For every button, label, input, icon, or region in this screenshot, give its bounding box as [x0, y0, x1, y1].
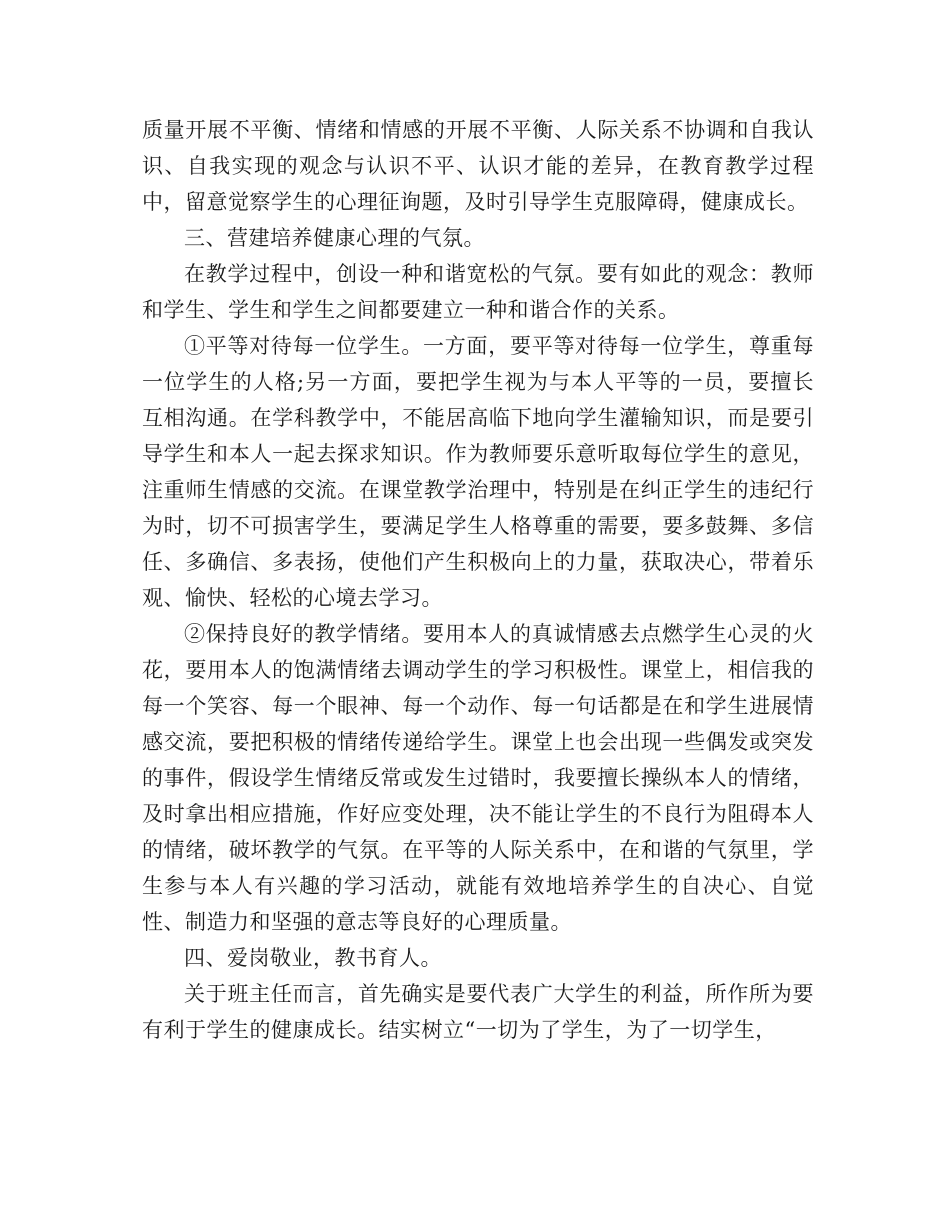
- section-heading-three: 三、营建培养健康心理的气氛。: [184, 226, 485, 250]
- document-body: [142, 112, 814, 1048]
- paragraph-head-teacher: 关于班主任而言，首先确实是要代表广大学生的利益，所作所为要有利于学生的健康成长。结实树立“一切为了学生，为了一切学生，: [142, 982, 814, 1042]
- paragraph-teaching-emotion: ②保持良好的教学情绪。要用本人的真诚情感去点燃学生心灵的火花，要用本人的饱满情绪去调动学生的学习积极性。课堂上，相信我的每一个笑容、每一个眼神、每一个动作、每一句话都是在和学生进展情感交流，要把积极的情绪传递给学生。课堂上也会出现一些偶发或突发的事件，假设学生情绪反常或发生过错时，我要擅长操纵本人的情绪，及时拿出相应措施，作好应变处理，决不能让学生的不良行为阻碍本人的情绪，破坏教学的气氛。在平等的人际关系中，在和谐的气氛里，学生参与本人有兴趣的学习活动，就能有效地培养学生的自决心、自觉性、制造力和坚强的意志等良好的心理质量。: [142, 622, 814, 934]
- paragraph-atmosphere-intro: 在教学过程中，创设一种和谐宽松的气氛。要有如此的观念：教师和学生、学生和学生之间都要建立一种和谐合作的关系。: [142, 262, 814, 322]
- section-heading-four: 四、爱岗敬业，教书育人。: [184, 946, 442, 970]
- paragraph-continuation: 质量开展不平衡、情绪和情感的开展不平衡、人际关系不协调和自我认识、自我实现的观念与认识不平、认识才能的差异，在教育教学过程中，留意觉察学生的心理征询题，及时引导学生克服障碍，健康成长。: [142, 118, 814, 214]
- paragraph-equal-treatment: ①平等对待每一位学生。一方面，要平等对待每一位学生，尊重每一位学生的人格;另一方面，要把学生视为与本人平等的一员，要擅长互相沟通。在学科教学中，不能居高临下地向学生灌输知识，而是要引导学生和本人一起去探求知识。作为教师要乐意听取每位学生的意见，注重师生情感的交流。在课堂教学治理中，特别是在纠正学生的违纪行为时，切不可损害学生，要满足学生人格尊重的需要，要多鼓舞、多信任、多确信、多表扬，使他们产生积极向上的力量，获取决心，带着乐观、愉快、轻松的心境去学习。: [142, 334, 814, 610]
